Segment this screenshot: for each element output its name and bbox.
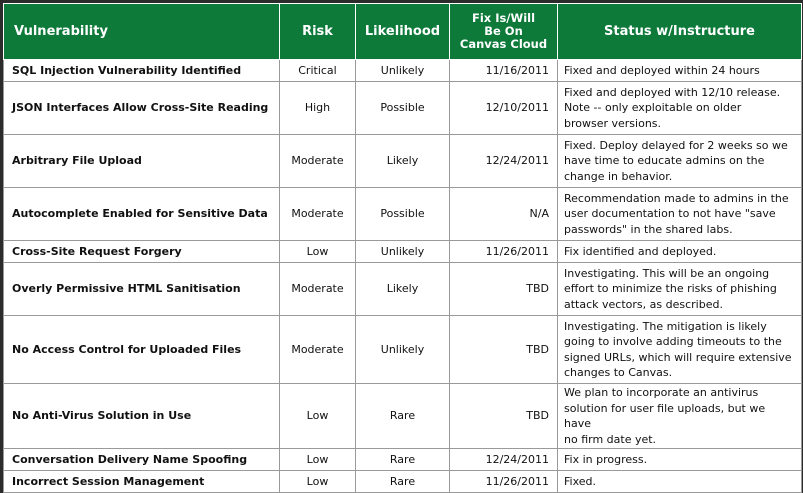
status-line: Fix identified and deployed.	[564, 244, 717, 258]
status-cell	[558, 82, 802, 135]
header-vulnerability: Vulnerability	[4, 4, 280, 60]
header-likelihood: Likelihood	[356, 4, 450, 60]
table-row	[4, 263, 802, 316]
risk-cell: Moderate	[280, 188, 356, 241]
vulnerability-cell: JSON Interfaces Allow Cross-Site Reading	[4, 82, 280, 135]
status-cell	[558, 263, 802, 316]
status-line: Investigating. This will be an ongoing	[564, 266, 770, 280]
vulnerability-table	[3, 3, 802, 493]
table-row	[4, 60, 802, 82]
status-line: Fixed and deployed with 12/10 release.	[564, 85, 781, 99]
header-fix-line1: Fix Is/Will	[471, 11, 536, 25]
status-line: solution for user file uploads, but we have	[564, 401, 766, 430]
likelihood-cell: Unlikely	[356, 241, 450, 263]
risk-cell: Moderate	[280, 263, 356, 316]
table-row	[4, 188, 802, 241]
risk-cell: High	[280, 82, 356, 135]
header-risk: Risk	[280, 4, 356, 60]
vulnerability-cell: Conversation Delivery Name Spoofing	[4, 449, 280, 471]
status-line: changes to Canvas.	[564, 366, 673, 379]
status-line: passwords" in the shared labs.	[564, 222, 733, 236]
header-fix-line3: Canvas Cloud	[459, 37, 548, 51]
fix-date-cell: N/A	[450, 188, 558, 241]
status-line: change in behavior.	[564, 169, 673, 183]
header-status: Status w/Instructure	[558, 4, 802, 60]
table-row	[4, 471, 802, 493]
status-line: Investigating. The mitigation is likely	[564, 319, 767, 333]
status-line: Fixed and deployed within 24 hours	[564, 63, 760, 77]
risk-cell: Critical	[280, 60, 356, 82]
status-line: Fixed. Deploy delayed for 2 weeks so we	[564, 138, 788, 152]
status-cell	[558, 384, 802, 449]
fix-date-cell: TBD	[450, 384, 558, 449]
risk-cell: Moderate	[280, 135, 356, 188]
fix-date-cell: 11/26/2011	[450, 241, 558, 263]
fix-date-cell: 12/24/2011	[450, 135, 558, 188]
status-line: Fix in progress.	[564, 452, 648, 466]
status-line: attack vectors, as described.	[564, 297, 723, 311]
status-line: no firm date yet.	[564, 432, 657, 446]
likelihood-cell: Rare	[356, 471, 450, 493]
status-cell	[558, 60, 802, 82]
status-line: Recommendation made to admins in the	[564, 191, 789, 205]
fix-date-cell: 11/16/2011	[450, 60, 558, 82]
vulnerability-cell: Autocomplete Enabled for Sensitive Data	[4, 188, 280, 241]
fix-date-cell: 12/10/2011	[450, 82, 558, 135]
likelihood-cell: Likely	[356, 135, 450, 188]
fix-date-cell: 12/24/2011	[450, 449, 558, 471]
status-cell	[558, 471, 802, 493]
risk-cell: Low	[280, 449, 356, 471]
header-fix-line2: Be On	[484, 24, 523, 38]
header-row	[4, 4, 802, 60]
likelihood-cell: Rare	[356, 449, 450, 471]
likelihood-cell: Rare	[356, 384, 450, 449]
status-cell	[558, 188, 802, 241]
table-row	[4, 82, 802, 135]
vulnerability-cell: SQL Injection Vulnerability Identified	[4, 60, 280, 82]
table-header	[4, 4, 802, 60]
status-line: Fixed.	[564, 474, 597, 488]
likelihood-cell: Possible	[356, 188, 450, 241]
status-cell	[558, 135, 802, 188]
risk-cell: Low	[280, 471, 356, 493]
vulnerability-cell: Arbitrary File Upload	[4, 135, 280, 188]
status-cell	[558, 241, 802, 263]
status-line: We plan to incorporate an antivirus	[564, 386, 759, 399]
likelihood-cell: Possible	[356, 82, 450, 135]
fix-date-cell: TBD	[450, 316, 558, 384]
likelihood-cell: Likely	[356, 263, 450, 316]
fix-date-cell: TBD	[450, 263, 558, 316]
table-row	[4, 135, 802, 188]
table-row	[4, 241, 802, 263]
risk-cell: Low	[280, 384, 356, 449]
status-cell	[558, 316, 802, 384]
status-cell	[558, 449, 802, 471]
table-row	[4, 384, 802, 449]
risk-cell: Moderate	[280, 316, 356, 384]
table-row	[4, 316, 802, 384]
status-line: browser versions.	[564, 116, 662, 130]
likelihood-cell: Unlikely	[356, 60, 450, 82]
status-line: have time to educate admins on the	[564, 154, 765, 168]
vulnerability-cell: Overly Permissive HTML Sanitisation	[4, 263, 280, 316]
status-line: Note -- only exploitable on older	[564, 101, 742, 115]
likelihood-cell: Unlikely	[356, 316, 450, 384]
risk-cell: Low	[280, 241, 356, 263]
status-line: effort to minimize the risks of phishing	[564, 282, 777, 296]
vulnerability-cell: Cross-Site Request Forgery	[4, 241, 280, 263]
vulnerability-cell: Incorrect Session Management	[4, 471, 280, 493]
vulnerability-cell: No Access Control for Uploaded Files	[4, 316, 280, 384]
vulnerability-cell: No Anti-Virus Solution in Use	[4, 384, 280, 449]
header-fix-date	[450, 4, 558, 60]
fix-date-cell: 11/26/2011	[450, 471, 558, 493]
table-row	[4, 449, 802, 471]
status-line: going to involve adding timeouts to the	[564, 335, 782, 348]
status-line: user documentation to not have "save	[564, 207, 776, 221]
status-line: signed URLs, which will require extensive	[564, 350, 792, 364]
